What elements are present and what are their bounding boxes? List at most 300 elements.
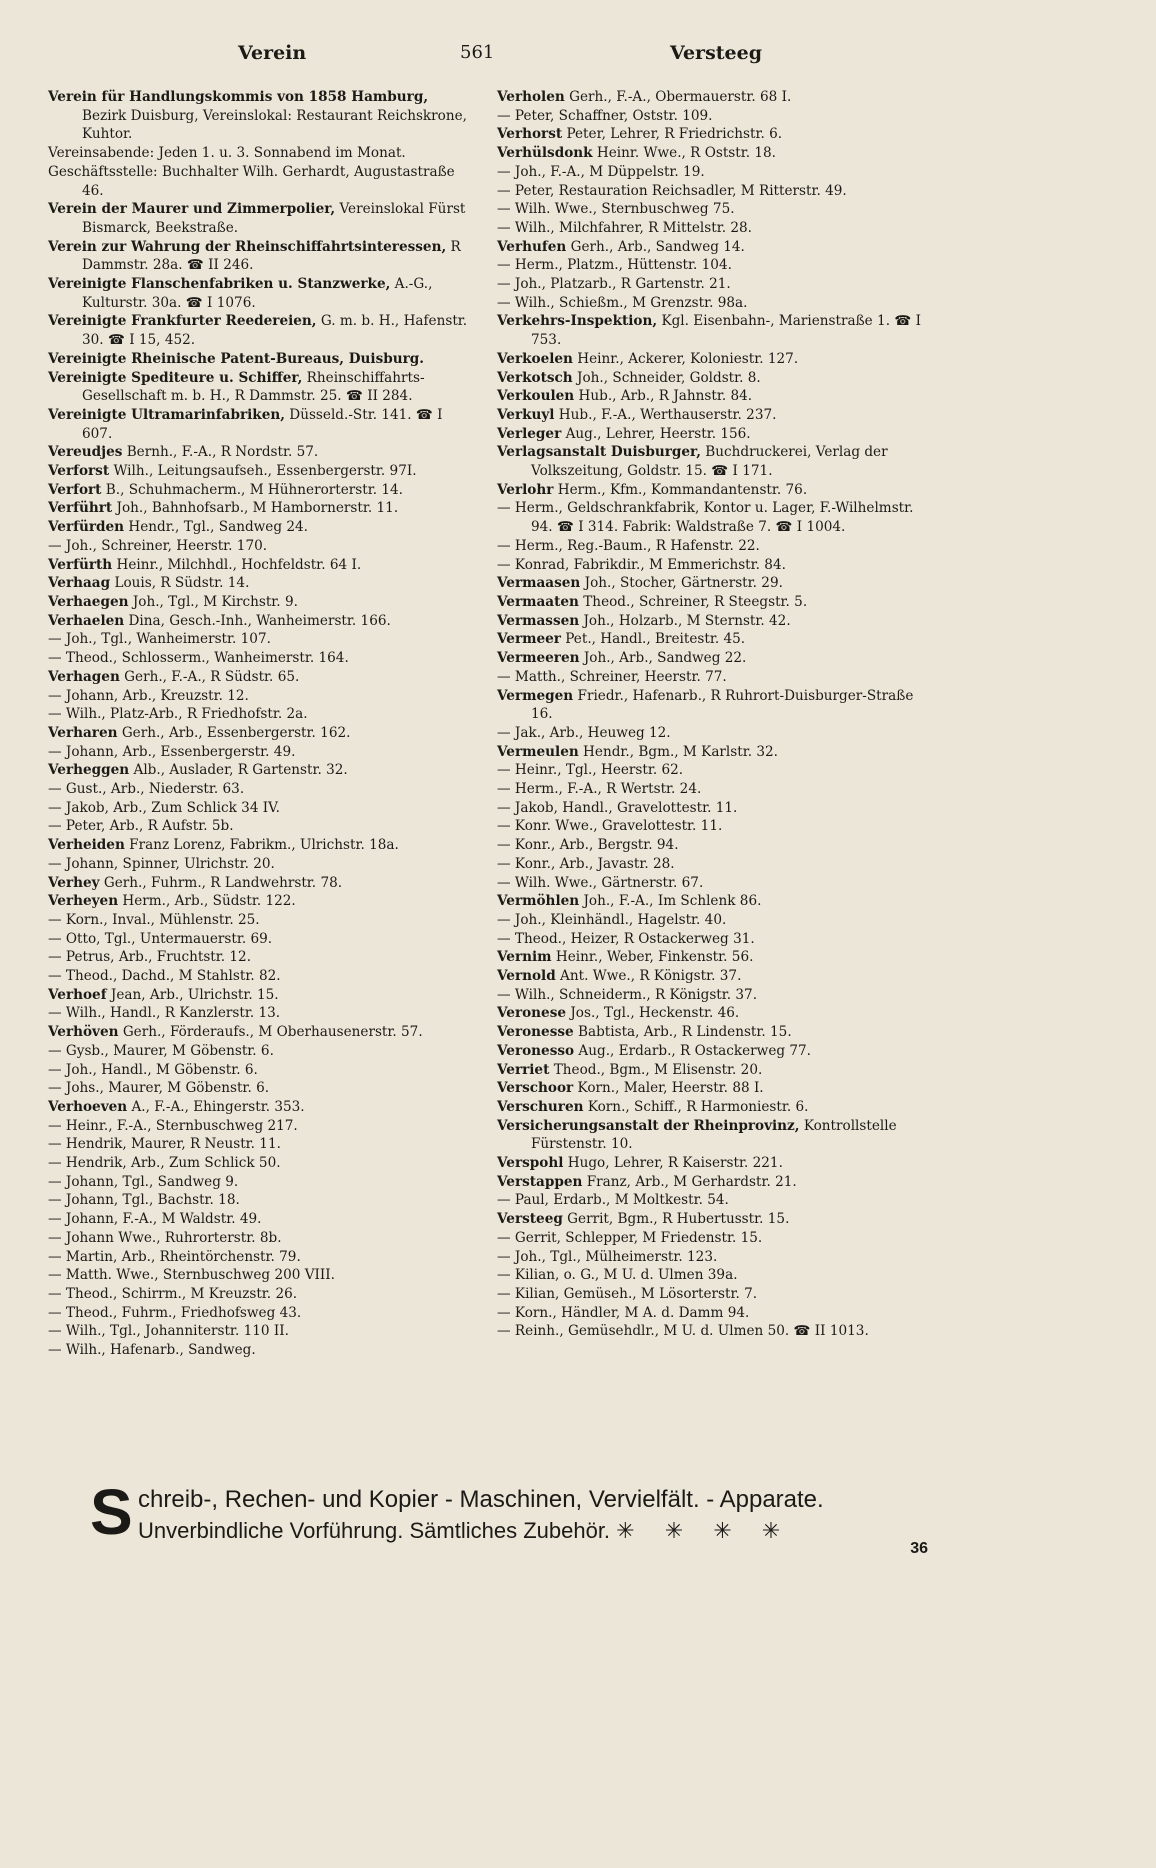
entry-details: Peter, Lehrer, R Friedrichstr. 6. <box>562 126 783 143</box>
entry-details: Pet., Handl., Breitestr. 45. <box>560 631 746 648</box>
directory-entry <box>497 630 927 649</box>
directory-entry <box>497 425 927 444</box>
entry-details: Joh., Bahnhofsarb., M Hambornerstr. 11. <box>112 500 399 517</box>
directory-entry <box>48 799 472 818</box>
entry-name: Verein für Handlungskommis von 1858 Hamburg, <box>48 89 429 105</box>
entry-details: — Theod., Schlosserm., Wanheimerstr. 164. <box>48 650 349 667</box>
directory-entry <box>497 1117 927 1154</box>
entry-details: — Konr., Arb., Javastr. 28. <box>497 855 675 872</box>
entry-details: — Joh., Tgl., Mülheimerstr. 123. <box>497 1248 718 1265</box>
entry-details: — Wilh. Wwe., Gärtnerstr. 67. <box>497 874 704 891</box>
entry-name: Verhorst <box>497 126 563 143</box>
entry-details: Bernh., F.-A., R Nordstr. 57. <box>122 444 319 461</box>
entry-name: Verhaag <box>48 575 111 592</box>
entry-name: Verfürden <box>48 519 125 536</box>
entry-name: Verführt <box>48 500 113 517</box>
entry-details: Buchdruckerei, Verlag der Volkszeitung, Goldstr. 15. ☎ I 171. <box>531 444 888 480</box>
right-column <box>497 88 927 1341</box>
header-left-keyword: Verein <box>238 42 307 64</box>
entry-details: — Heinr., Tgl., Heerstr. 62. <box>497 762 684 779</box>
entry-details: Heinr., Ackerer, Koloniestr. 127. <box>572 350 799 367</box>
entry-details: A., F.-A., Ehingerstr. 353. <box>127 1098 305 1115</box>
entry-details: — Herm., Geldschrankfabrik, Kontor u. Lager, F.-Wilhelmstr. 94. ☎ I 314. Fabrik: Waldstraße 7. ☎ I 1004. <box>497 500 914 536</box>
entry-name: Verspohl <box>497 1155 564 1172</box>
entry-details: Gerh., Arb., Sandweg 14. <box>566 238 745 255</box>
directory-entry <box>497 1004 927 1023</box>
entry-details: Jos., Tgl., Heckenstr. 46. <box>566 1005 740 1022</box>
entry-name: Vermassen <box>497 612 580 629</box>
entry-details: Heinr. Wwe., R Oststr. 18. <box>592 145 777 162</box>
entry-name: Verheyen <box>48 893 119 910</box>
directory-entry <box>497 200 927 219</box>
entry-details: — Gerrit, Schlepper, M Friedenstr. 15. <box>497 1229 763 1246</box>
entry-name: Verriet <box>497 1061 550 1078</box>
entry-details: Heinr., Weber, Finkenstr. 56. <box>551 949 754 966</box>
entry-name: Verfürth <box>48 556 113 573</box>
directory-entry <box>497 312 927 349</box>
entry-name: Verhufen <box>497 238 567 255</box>
directory-entry <box>48 1191 472 1210</box>
entry-details: A.-G., Kulturstr. 30a. ☎ I 1076. <box>82 276 433 311</box>
directory-entry <box>497 1285 927 1304</box>
entry-details: Geschäftsstelle: Buchhalter Wilh. Gerhardt, Augustastraße 46. <box>48 163 455 199</box>
directory-entry <box>48 144 472 163</box>
entry-details: Friedr., Hafenarb., R Ruhrort-Duisburger-Straße 16. <box>531 687 914 723</box>
entry-details: — Johann, Tgl., Sandweg 9. <box>48 1173 239 1190</box>
directory-entry <box>497 1322 927 1341</box>
entry-details: Franz, Arb., M Gerhardstr. 21. <box>582 1173 797 1190</box>
directory-entry <box>48 668 472 687</box>
entry-name: Vereinigte Rheinische Patent-Bureaus, Duisburg. <box>48 350 425 367</box>
entry-name: Vermaaten <box>497 593 579 610</box>
directory-entry <box>48 556 472 575</box>
entry-details: Jean, Arb., Ulrichstr. 15. <box>106 986 279 1003</box>
entry-name: Verkoulen <box>497 388 575 405</box>
entry-details: Gerh., F.-A., Obermauerstr. 68 I. <box>564 89 792 105</box>
directory-entry <box>497 986 927 1005</box>
directory-entry <box>497 556 927 575</box>
entry-name: Verstappen <box>497 1173 583 1190</box>
entry-details: R Dammstr. 28a. ☎ II 246. <box>82 238 461 274</box>
directory-entry <box>497 1191 927 1210</box>
entry-name: Vernold <box>497 968 556 985</box>
entry-details: Joh., Schneider, Goldstr. 8. <box>572 369 761 386</box>
entry-name: Verschoor <box>497 1080 574 1097</box>
entry-details: Alb., Auslader, R Gartenstr. 32. <box>129 762 348 779</box>
entry-name: Vermaasen <box>497 575 581 592</box>
entry-details: Herm., Arb., Südstr. 122. <box>118 893 296 910</box>
directory-entry <box>48 350 472 369</box>
entry-name: Verhöven <box>48 1024 119 1041</box>
directory-entry <box>497 350 927 369</box>
entry-details: — Korn., Händler, M A. d. Damm 94. <box>497 1304 750 1321</box>
directory-entry <box>497 855 927 874</box>
entry-details: Ant. Wwe., R Königstr. 37. <box>555 968 742 985</box>
entry-name: Veronesse <box>497 1024 574 1041</box>
directory-entry <box>497 799 927 818</box>
directory-entry <box>48 761 472 780</box>
directory-entry <box>48 930 472 949</box>
entry-name: Vermegen <box>497 687 574 704</box>
entry-details: Kgl. Eisenbahn-, Marienstraße 1. ☎ I 753. <box>531 313 921 349</box>
entry-name: Verkotsch <box>497 369 573 386</box>
directory-entry <box>497 537 927 556</box>
entry-name: Vereinigte Frankfurter Reedereien, <box>48 313 317 330</box>
directory-entry <box>497 911 927 930</box>
entry-details: — Wilh., Schneiderm., R Königstr. 37. <box>497 986 758 1003</box>
entry-name: Verharen <box>48 724 118 741</box>
entry-details: Vereinslokal Fürst Bismarck, Beekstraße. <box>82 201 466 236</box>
directory-entry <box>497 182 927 201</box>
entry-details: Gerh., Fuhrm., R Landwehrstr. 78. <box>99 874 343 891</box>
directory-entry <box>48 724 472 743</box>
entry-details: — Konrad, Fabrikdir., M Emmerichstr. 84. <box>497 556 786 573</box>
entry-details: — Konr. Wwe., Gravelottestr. 11. <box>497 818 723 835</box>
entry-details: — Johann, Spinner, Ulrichstr. 20. <box>48 855 275 872</box>
entry-name: Verhoeven <box>48 1098 128 1115</box>
directory-entry <box>497 892 927 911</box>
entry-details: — Herm., F.-A., R Wertstr. 24. <box>497 781 702 798</box>
entry-name: Vereudjes <box>48 444 123 461</box>
entry-details: — Theod., Schirrm., M Kreuzstr. 26. <box>48 1286 298 1302</box>
directory-entry <box>48 1229 472 1248</box>
entry-details: — Joh., Schreiner, Heerstr. 170. <box>48 537 268 554</box>
directory-entry <box>48 911 472 930</box>
directory-entry <box>48 163 472 200</box>
header-right-keyword: Versteeg <box>669 42 762 64</box>
entry-details: — Herm., Platzm., Hüttenstr. 104. <box>497 257 732 274</box>
entry-name: Veronese <box>497 1005 567 1022</box>
entry-details: Wilh., Leitungsaufseh., Essenbergerstr. 97I. <box>109 463 417 480</box>
directory-entry <box>497 406 927 425</box>
directory-entry <box>497 930 927 949</box>
directory-entry <box>497 144 927 163</box>
entry-details: — Konr., Arb., Bergstr. 94. <box>497 837 679 854</box>
directory-entry <box>48 238 472 275</box>
entry-details: Gerh., Förderaufs., M Oberhausenerstr. 57. <box>118 1024 423 1041</box>
entry-details: — Jakob, Handl., Gravelottestr. 11. <box>497 799 738 816</box>
entry-details: Joh., Arb., Sandweg 22. <box>579 650 747 667</box>
directory-entry <box>497 294 927 313</box>
directory-entry <box>48 574 472 593</box>
directory-entry <box>48 743 472 762</box>
entry-details: — Johann, Arb., Essenbergerstr. 49. <box>48 743 296 760</box>
directory-entry <box>48 948 472 967</box>
entry-name: Verheggen <box>48 762 130 779</box>
directory-entry <box>497 967 927 986</box>
directory-entry <box>48 406 472 443</box>
entry-details: — Wilh., Milchfahrer, R Mittelstr. 28. <box>497 219 752 236</box>
footer-page-number: 36 <box>910 1540 928 1557</box>
entry-details: Gerh., Arb., Essenbergerstr. 162. <box>117 724 351 741</box>
entry-details: — Otto, Tgl., Untermauerstr. 69. <box>48 930 273 947</box>
directory-entry <box>48 1079 472 1098</box>
directory-entry <box>48 780 472 799</box>
entry-details: — Johs., Maurer, M Göbenstr. 6. <box>48 1080 270 1097</box>
directory-entry <box>48 817 472 836</box>
directory-entry <box>48 1098 472 1117</box>
entry-name: Verleger <box>497 425 562 442</box>
directory-entry <box>497 687 927 724</box>
directory-entry <box>48 986 472 1005</box>
entry-name: Veronesso <box>497 1042 575 1059</box>
entry-details: Theod., Bgm., M Elisenstr. 20. <box>549 1061 763 1078</box>
directory-entry <box>497 256 927 275</box>
directory-entry <box>497 948 927 967</box>
directory-entry <box>48 1210 472 1229</box>
entry-details: Joh., Tgl., M Kirchstr. 9. <box>128 593 298 610</box>
entry-details: — Theod., Heizer, R Ostackerweg 31. <box>497 930 755 947</box>
directory-entry <box>48 1117 472 1136</box>
entry-name: Verhey <box>48 874 100 891</box>
directory-entry <box>48 1304 472 1323</box>
entry-details: — Peter, Restauration Reichsadler, M Ritterstr. 49. <box>497 182 847 199</box>
directory-entry <box>48 88 472 144</box>
directory-entry <box>497 1098 927 1117</box>
directory-entry <box>497 443 927 480</box>
entry-details: Louis, R Südstr. 14. <box>110 575 250 592</box>
directory-entry <box>48 836 472 855</box>
ad-line-2 <box>138 1518 792 1544</box>
entry-details: — Johann, F.-A., M Waldstr. 49. <box>48 1211 262 1228</box>
entry-name: Verhaegen <box>48 593 129 610</box>
entry-name: Vermöhlen <box>497 893 580 910</box>
entry-name: Vermeer <box>497 631 561 648</box>
entry-name: Vereinigte Ultramarinfabriken, <box>48 406 285 423</box>
entry-name: Verkehrs-Inspektion, <box>497 313 658 330</box>
directory-entry <box>48 481 472 500</box>
entry-name: Verschuren <box>497 1098 584 1115</box>
directory-entry <box>48 593 472 612</box>
directory-entry <box>497 724 927 743</box>
directory-entry <box>497 836 927 855</box>
directory-entry <box>48 1266 472 1285</box>
entry-details: — Herm., Reg.-Baum., R Hafenstr. 22. <box>497 537 760 554</box>
entry-details: — Gust., Arb., Niederstr. 63. <box>48 781 245 798</box>
directory-entry <box>48 1004 472 1023</box>
entry-details: — Wilh. Wwe., Sternbuschweg 75. <box>497 201 735 218</box>
directory-entry <box>497 1079 927 1098</box>
entry-name: Verforst <box>48 463 110 480</box>
entry-details: Düsseld.-Str. 141. ☎ I 607. <box>82 406 443 442</box>
directory-entry <box>48 1042 472 1061</box>
directory-entry <box>48 612 472 631</box>
entry-name: Verein zur Wahrung der Rheinschiffahrtsinteressen, <box>48 238 447 255</box>
entry-details: — Paul, Erdarb., M Moltkestr. 54. <box>497 1192 729 1209</box>
entry-details: Korn., Maler, Heerstr. 88 I. <box>573 1080 764 1097</box>
directory-entry <box>48 855 472 874</box>
entry-name: Vereinigte Flanschenfabriken u. Stanzwerke, <box>48 276 391 293</box>
entry-details: — Peter, Schaffner, Oststr. 109. <box>497 107 713 124</box>
entry-details: Bezirk Duisburg, Vereinslokal: Restaurant Reichskrone, Kuhtor. <box>82 107 467 143</box>
directory-entry <box>497 1248 927 1267</box>
directory-entry <box>48 369 472 406</box>
entry-details: — Reinh., Gemüsehdlr., M U. d. Ulmen 50. ☎ II 1013. <box>497 1323 869 1340</box>
directory-entry <box>48 1154 472 1173</box>
directory-entry <box>497 369 927 388</box>
directory-entry <box>497 593 927 612</box>
entry-details: — Theod., Dachd., M Stahlstr. 82. <box>48 968 281 985</box>
entry-details: Gerh., F.-A., R Südstr. 65. <box>119 668 300 685</box>
directory-entry <box>48 462 472 481</box>
directory-entry <box>48 1061 472 1080</box>
entry-details: Hub., F.-A., Werthauserstr. 237. <box>554 406 777 423</box>
directory-entry <box>48 537 472 556</box>
directory-entry <box>48 1285 472 1304</box>
directory-entry <box>48 1248 472 1267</box>
directory-entry <box>497 125 927 144</box>
directory-entry <box>48 687 472 706</box>
entry-details: — Wilh., Schießm., M Grenzstr. 98a. <box>497 294 748 311</box>
entry-details: — Wilh., Handl., R Kanzlerstr. 13. <box>48 1005 281 1022</box>
entry-details: Dina, Gesch.-Inh., Wanheimerstr. 166. <box>124 612 391 629</box>
directory-entry <box>48 1341 472 1360</box>
entry-name: Verkoelen <box>497 350 573 367</box>
directory-entry <box>497 481 927 500</box>
entry-details: — Jak., Arb., Heuweg 12. <box>497 724 671 741</box>
entry-details: — Heinr., F.-A., Sternbuschweg 217. <box>48 1117 298 1134</box>
directory-entry <box>497 1154 927 1173</box>
entry-details: — Hendrik, Maurer, R Neustr. 11. <box>48 1136 281 1153</box>
entry-details: — Joh., Handl., M Göbenstr. 6. <box>48 1061 258 1078</box>
entry-details: G. m. b. H., Hafenstr. 30. ☎ I 15, 452. <box>82 313 468 349</box>
directory-entry <box>497 743 927 762</box>
directory-entry <box>497 387 927 406</box>
entry-details: Gerrit, Bgm., R Hubertusstr. 15. <box>562 1211 790 1228</box>
directory-entry <box>497 668 927 687</box>
entry-details: — Gysb., Maurer, M Göbenstr. 6. <box>48 1042 274 1059</box>
directory-entry <box>497 1304 927 1323</box>
ad-line-2-text: Unverbindliche Vorführung. Sämtliches Zubehör. <box>138 1518 611 1543</box>
entry-name: Verfort <box>48 481 102 498</box>
entry-name: Verholen <box>497 89 565 105</box>
directory-entry <box>497 761 927 780</box>
directory-entry <box>48 518 472 537</box>
directory-entry <box>497 88 927 107</box>
entry-name: Verein der Maurer und Zimmerpolier, <box>48 201 336 218</box>
directory-entry <box>48 1023 472 1042</box>
entry-details: Theod., Schreiner, R Steegstr. 5. <box>578 593 808 610</box>
directory-entry <box>48 312 472 349</box>
entry-name: Versteeg <box>497 1211 563 1228</box>
directory-entry <box>497 275 927 294</box>
directory-entry <box>497 574 927 593</box>
entry-name: Verhaelen <box>48 612 125 629</box>
entry-details: — Jakob, Arb., Zum Schlick 34 IV. <box>48 799 280 816</box>
directory-entry <box>48 1322 472 1341</box>
entry-details: Heinr., Milchhdl., Hochfeldstr. 64 I. <box>112 556 362 573</box>
directory-entry <box>497 107 927 126</box>
entry-name: Verhagen <box>48 668 120 685</box>
directory-entry <box>497 1210 927 1229</box>
page-header <box>48 42 922 72</box>
directory-entry <box>48 705 472 724</box>
directory-entry <box>48 892 472 911</box>
entry-details: Joh., Holzarb., M Sternstr. 42. <box>579 612 791 629</box>
entry-name: Vermeeren <box>497 650 580 667</box>
entry-details: — Joh., Tgl., Wanheimerstr. 107. <box>48 631 271 648</box>
entry-details: Hendr., Bgm., M Karlstr. 32. <box>578 743 778 760</box>
directory-entry <box>48 967 472 986</box>
entry-details: — Johann Wwe., Ruhrorterstr. 8b. <box>48 1229 282 1246</box>
entry-name: Verlohr <box>497 481 554 498</box>
entry-details: Vereinsabende: Jeden 1. u. 3. Sonnabend im Monat. <box>48 145 406 162</box>
entry-name: Vereinigte Spediteure u. Schiffer, <box>48 369 303 386</box>
entry-details: — Joh., F.-A., M Düppelstr. 19. <box>497 163 705 180</box>
entry-details: Herm., Kfm., Kommandantenstr. 76. <box>553 481 808 498</box>
directory-entry <box>497 1266 927 1285</box>
entry-details: — Hendrik, Arb., Zum Schlick 50. <box>48 1155 281 1172</box>
entry-details: Aug., Lehrer, Heerstr. 156. <box>561 425 751 442</box>
entry-details: — Joh., Kleinhändl., Hagelstr. 40. <box>497 911 727 928</box>
advertisement-footer <box>90 1478 910 1560</box>
entry-name: Verlagsanstalt Duisburger, <box>497 444 701 461</box>
entry-details: Rheinschiffahrts-Gesellschaft m. b. H., R Dammstr. 25. ☎ II 284. <box>82 369 425 405</box>
directory-entry <box>497 1229 927 1248</box>
entry-details: — Johann, Tgl., Bachstr. 18. <box>48 1192 240 1209</box>
entry-details: — Joh., Platzarb., R Gartenstr. 21. <box>497 276 731 293</box>
directory-entry <box>497 1023 927 1042</box>
entry-name: Vermeulen <box>497 743 579 760</box>
entry-details: Babtista, Arb., R Lindenstr. 15. <box>573 1024 792 1041</box>
directory-entry <box>497 780 927 799</box>
directory-entry <box>497 163 927 182</box>
entry-name: Vernim <box>497 949 552 966</box>
entry-details: — Wilh., Platz-Arb., R Friedhofstr. 2a. <box>48 706 308 723</box>
directory-entry <box>497 219 927 238</box>
entry-name: Verhülsdonk <box>497 145 593 162</box>
directory-entry <box>497 612 927 631</box>
entry-details: Joh., Stocher, Gärtnerstr. 29. <box>580 575 783 592</box>
ad-line-1: chreib-, Rechen- und Kopier - Maschinen, Vervielfält. - Apparate. <box>138 1486 824 1513</box>
entry-details: — Matth., Schreiner, Heerstr. 77. <box>497 668 727 685</box>
entry-name: Verheiden <box>48 837 125 854</box>
entry-details: Kontrollstelle Fürstenstr. 10. <box>531 1117 897 1153</box>
entry-details: — Korn., Inval., Mühlenstr. 25. <box>48 911 260 928</box>
directory-entry <box>48 874 472 893</box>
directory-entry <box>497 1173 927 1192</box>
entry-details: Aug., Erdarb., R Ostackerweg 77. <box>574 1042 812 1059</box>
entry-details: — Johann, Arb., Kreuzstr. 12. <box>48 687 249 704</box>
directory-entry <box>497 1061 927 1080</box>
directory-entry <box>497 874 927 893</box>
entry-details: — Theod., Fuhrm., Friedhofsweg 43. <box>48 1304 302 1321</box>
entry-details: — Wilh., Tgl., Johanniterstr. 110 II. <box>48 1323 289 1340</box>
directory-entry <box>497 817 927 836</box>
entry-details: — Martin, Arb., Rheintörchenstr. 79. <box>48 1248 301 1265</box>
entry-details: — Matth. Wwe., Sternbuschweg 200 VIII. <box>48 1267 335 1284</box>
entry-name: Versicherungsanstalt der Rheinprovinz, <box>497 1117 800 1134</box>
directory-entry <box>48 499 472 518</box>
entry-details: Joh., F.-A., Im Schlenk 86. <box>579 893 762 910</box>
header-page-number: 561 <box>460 42 495 63</box>
directory-entry <box>48 443 472 462</box>
entry-details: — Wilh., Hafenarb., Sandweg. <box>48 1342 256 1359</box>
left-column <box>48 88 472 1360</box>
entry-details: Franz Lorenz, Fabrikm., Ulrichstr. 18a. <box>124 837 399 854</box>
entry-details: B., Schuhmacherm., M Hühnerorterstr. 14. <box>101 481 403 498</box>
entry-details: Hendr., Tgl., Sandweg 24. <box>124 519 308 536</box>
directory-entry <box>497 238 927 257</box>
directory-entry <box>48 1173 472 1192</box>
directory-entry <box>48 200 472 237</box>
directory-entry <box>48 1135 472 1154</box>
directory-entry <box>48 630 472 649</box>
entry-details: Hugo, Lehrer, R Kaiserstr. 221. <box>563 1155 783 1172</box>
directory-entry <box>497 649 927 668</box>
directory-entry <box>48 275 472 312</box>
entry-details: — Kilian, Gemüseh., M Lösorterstr. 7. <box>497 1286 758 1302</box>
